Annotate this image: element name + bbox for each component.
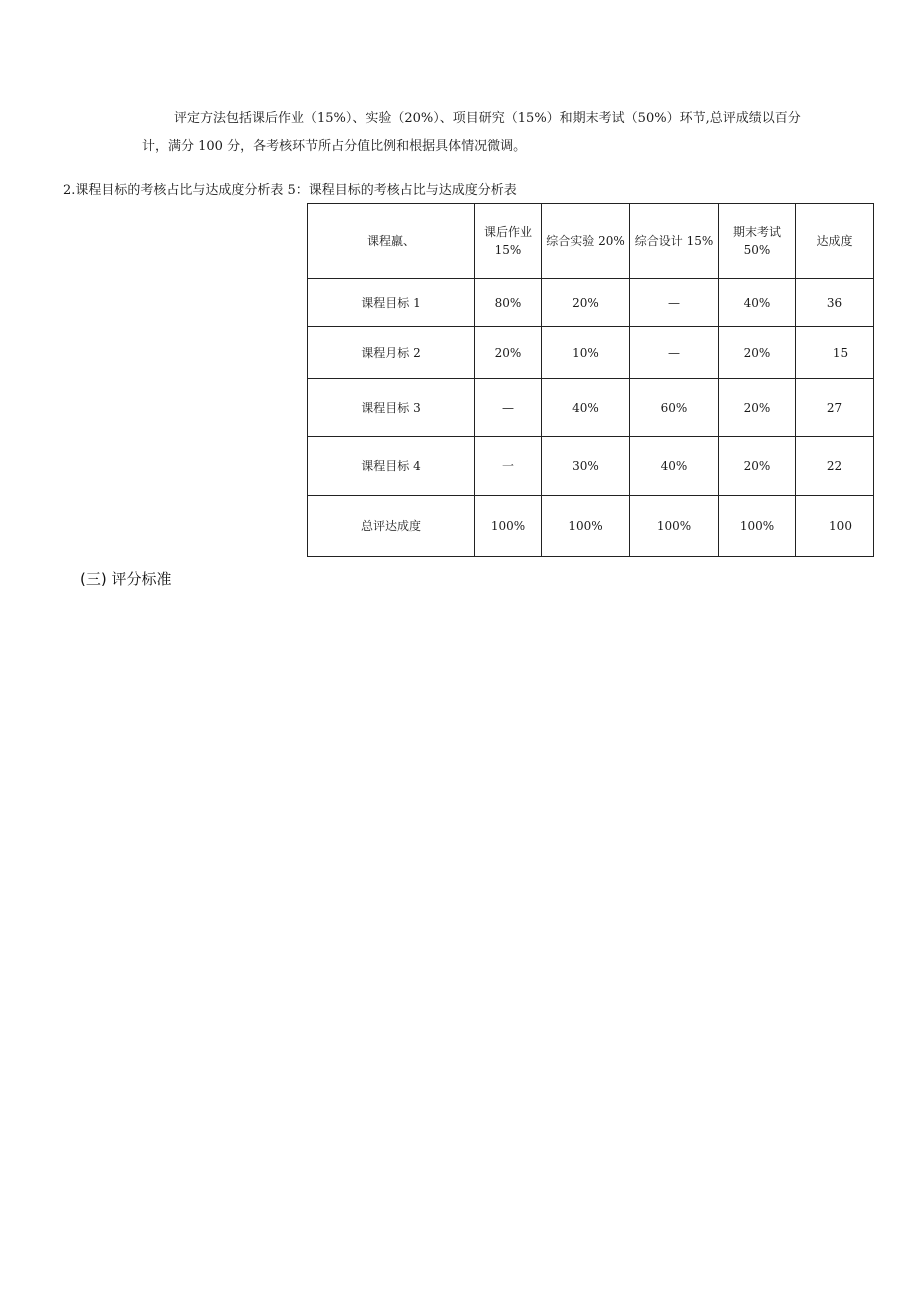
table-row	[308, 437, 874, 496]
final-exam-cell: 20%	[719, 327, 796, 379]
experiment-cell: 100%	[542, 496, 630, 557]
header-label: 达成度	[816, 234, 853, 248]
header-weight: 50%	[743, 243, 771, 257]
row-label-cell: 课程月标 2	[308, 327, 475, 379]
course-objective-assessment-table	[307, 203, 874, 557]
header-cell-homework	[475, 204, 542, 279]
experiment-cell: 20%	[542, 279, 630, 327]
table-header-row	[308, 204, 874, 279]
header-cell-final-exam	[719, 204, 796, 279]
assessment-method-paragraph-line-1: 评定方法包括课后作业（15%）、实验（20%）、项目研究（15%）和期末考试（50%）环节,总评成绩以百分	[174, 111, 801, 126]
header-label: 课后作业	[483, 225, 532, 239]
experiment-cell: 10%	[542, 327, 630, 379]
header-cell-course-objective	[308, 204, 475, 279]
table-row	[308, 279, 874, 327]
header-cell-comprehensive-design	[630, 204, 719, 279]
table-row	[308, 379, 874, 437]
header-cell-comprehensive-experiment	[542, 204, 630, 279]
header-label: 期末考试	[732, 225, 781, 239]
header-label: 综合实验 20%	[546, 234, 625, 248]
header-label: 综合设计 15%	[634, 234, 714, 248]
design-cell: 40%	[630, 437, 719, 496]
attainment-cell: 22	[796, 437, 874, 496]
homework-cell: 80%	[475, 279, 542, 327]
final-exam-cell: 20%	[719, 379, 796, 437]
header-cell-attainment	[796, 204, 874, 279]
attainment-cell: 15	[796, 327, 874, 379]
design-cell: 60%	[630, 379, 719, 437]
table-section-heading: 2.课程目标的考核占比与达成度分析表 5：课程目标的考核占比与达成度分析表	[63, 183, 517, 198]
final-exam-cell: 100%	[719, 496, 796, 557]
design-cell: 100%	[630, 496, 719, 557]
attainment-cell: 36	[796, 279, 874, 327]
homework-cell: 20%	[475, 327, 542, 379]
attainment-cell: 100	[796, 496, 874, 557]
table-row	[308, 327, 874, 379]
table-total-row	[308, 496, 874, 557]
grading-criteria-heading: (三) 评分标准	[80, 570, 172, 588]
row-label-cell: 课程目标 4	[308, 437, 475, 496]
experiment-cell: 40%	[542, 379, 630, 437]
homework-cell: 一	[475, 437, 542, 496]
homework-cell: —	[475, 379, 542, 437]
design-cell: —	[630, 327, 719, 379]
final-exam-cell: 40%	[719, 279, 796, 327]
final-exam-cell: 20%	[719, 437, 796, 496]
row-label-cell: 课程目标 3	[308, 379, 475, 437]
assessment-method-paragraph-line-2: 计，满分 100 分，各考核环节所占分值比例和根据具体情况微调。	[142, 139, 527, 154]
header-weight: 15%	[494, 243, 522, 257]
homework-cell: 100%	[475, 496, 542, 557]
header-label: 课程羸、	[366, 234, 415, 248]
row-label-cell: 课程目标 1	[308, 279, 475, 327]
experiment-cell: 30%	[542, 437, 630, 496]
row-label-cell: 总评达成度	[308, 496, 475, 557]
attainment-cell: 27	[796, 379, 874, 437]
design-cell: —	[630, 279, 719, 327]
